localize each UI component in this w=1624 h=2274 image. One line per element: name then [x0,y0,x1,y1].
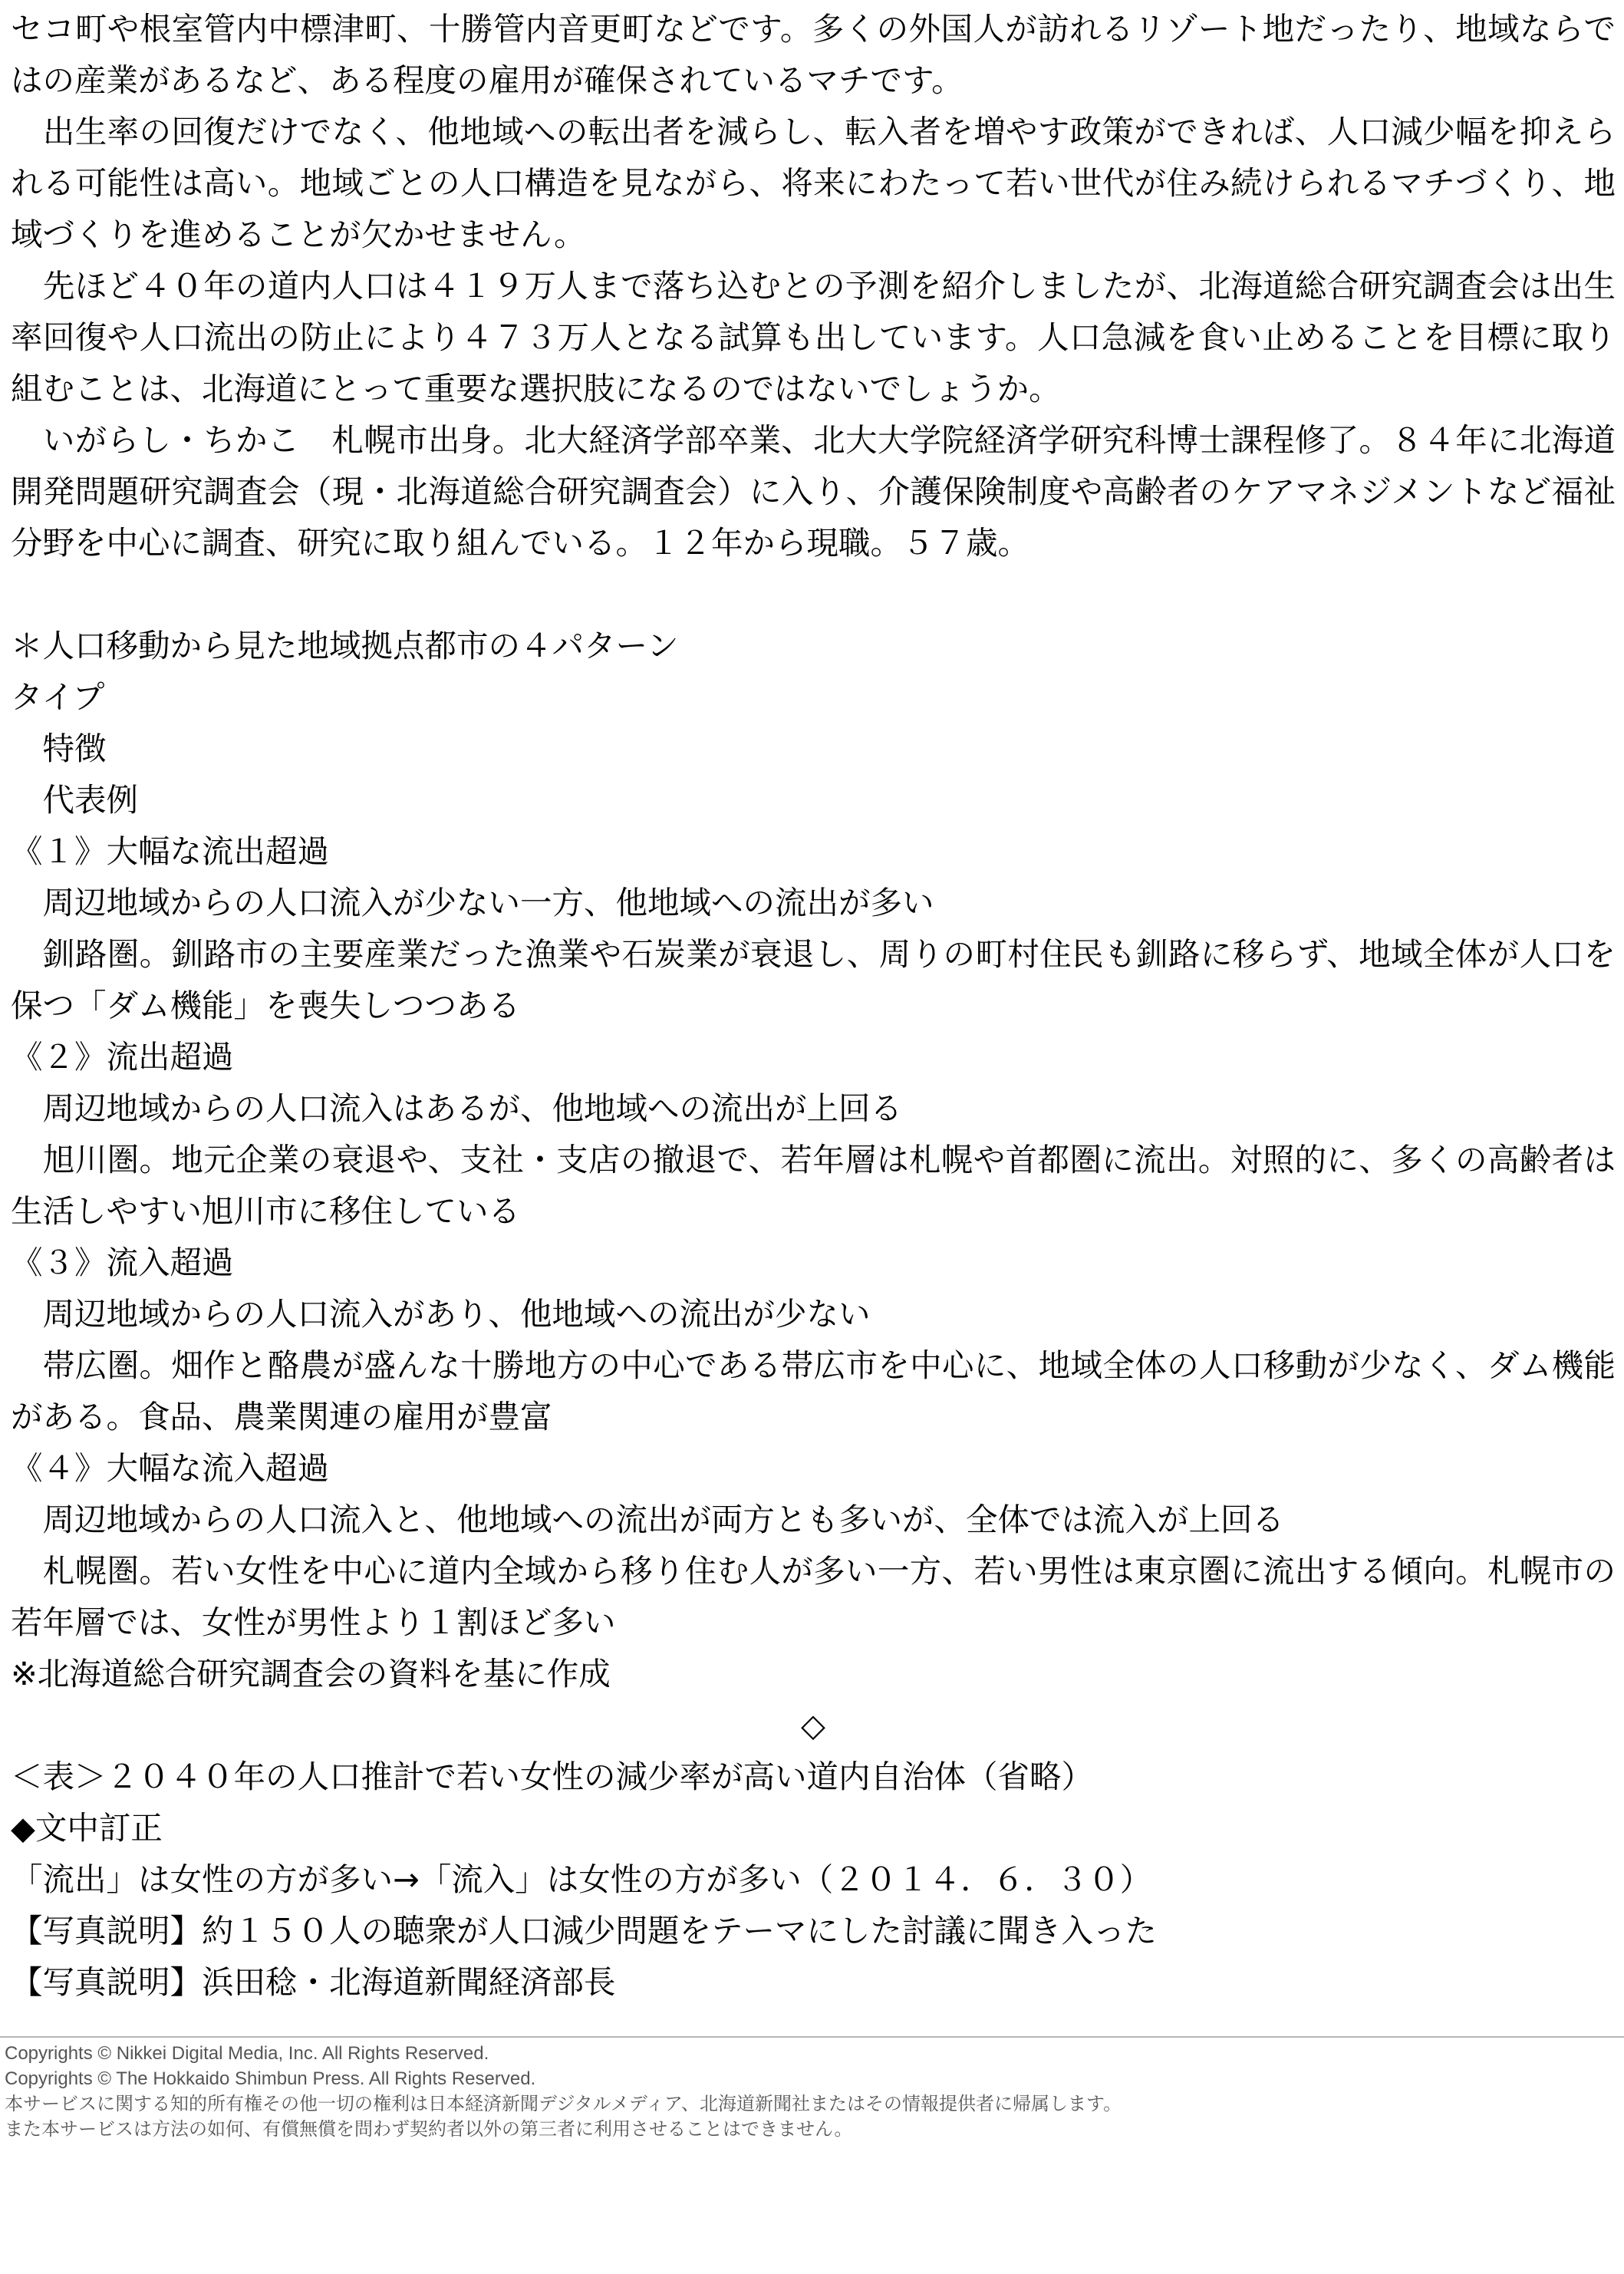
pattern-type: 《３》流入超過 [11,1244,234,1281]
copyright-line: Copyrights © The Hokkaido Shimbun Press. All Rights Reserved. [5,2068,536,2089]
footer-divider [0,2036,1624,2038]
pattern-feature: 周辺地域からの人口流入が少ない一方、他地域への流出が多い [11,884,934,921]
note-photo-caption: 【写真説明】浜田稔・北海道新聞経済部長 [11,1963,616,2001]
table-source-note: ※北海道総合研究調査会の資料を基に作成 [11,1655,611,1692]
article-paragraph: セコ町や根室管内中標津町、十勝管内音更町などです。多くの外国人が訪れるリゾート地だったり、地域ならではの産業があるなど、ある程度の雇用が確保されているマチです。 [11,10,1616,99]
table-header-example: 代表例 [11,781,139,819]
blank-line [11,568,1616,620]
table-header-feature: 特徴 [11,730,107,767]
pattern-type: 《４》大幅な流入超過 [11,1449,330,1487]
pattern-feature: 周辺地域からの人口流入があり、他地域への流出が少ない [11,1295,871,1333]
section-separator: ◇ [801,1706,825,1744]
article-body [11,3,1616,2008]
pattern-feature: 周辺地域からの人口流入と、他地域への流出が両方とも多いが、全体では流入が上回る [11,1501,1285,1538]
table-title: ＊人口移動から見た地域拠点都市の４パターン [11,627,679,664]
pattern-example: 釧路圏。釧路市の主要産業だった漁業や石炭業が衰退し、周りの町村住民も釧路に移らず、地域全体が人口を保つ「ダム機能」を喪失しつつある [11,935,1616,1024]
pattern-feature: 周辺地域からの人口流入はあるが、他地域への流出が上回る [11,1089,903,1127]
copyright-footer [5,2041,1616,2142]
note-correction-text: 「流出」は女性の方が多い→「流入」は女性の方が多い（２０１４．６．３０） [11,1860,1152,1898]
author-profile: いがらし・ちかこ 札幌市出身。北大経済学部卒業、北大大学院経済学研究科博士課程修了。８４年に北海道開発問題研究調査会（現・北海道総合研究調査会）に入り、介護保険制度や高齢者のケアマネジメントなど福祉分野を中心に調査、研究に取り組んでいる。１２年から現職。５７歳。 [11,421,1616,562]
pattern-example: 札幌圏。若い女性を中心に道内全域から移り住む人が多い一方、若い男性は東京圏に流出する傾向。札幌市の若年層では、女性が男性より１割ほど多い [11,1552,1616,1641]
article-paragraph: 先ほど４０年の道内人口は４１９万人まで落ち込むとの予測を紹介しましたが、北海道総合研究調査会は出生率回復や人口流出の防止により４７３万人となる試算も出しています。人口急減を食い止めることを目標に取り組むことは、北海道にとって重要な選択肢になるのではないでしょうか。 [11,267,1616,407]
usage-notice-line: また本サービスは方法の如何、有償無償を問わず契約者以外の第三者に利用させることはできません。 [5,2119,853,2140]
pattern-type: 《２》流出超過 [11,1038,234,1076]
rights-notice-line: 本サービスに関する知的所有権その他一切の権利は日本経済新聞デジタルメディア、北海道新聞社またはその情報提供者に帰属します。 [5,2094,1122,2114]
pattern-example: 旭川圏。地元企業の衰退や、支社・支店の撤退で、若年層は札幌や首都圏に流出。対照的に、多くの高齢者は生活しやすい旭川市に移住している [11,1141,1616,1230]
note-table-omitted: ＜表＞２０４０年の人口推計で若い女性の減少率が高い道内自治体（省略） [11,1758,1094,1795]
copyright-line: Copyrights © Nikkei Digital Media, Inc. All Rights Reserved. [5,2043,489,2064]
note-correction-heading: ◆文中訂正 [11,1809,163,1847]
table-header-type: タイプ [11,678,105,716]
note-photo-caption: 【写真説明】約１５０人の聴衆が人口減少問題をテーマにした討議に聞き入った [11,1912,1158,1949]
pattern-type: 《１》大幅な流出超過 [11,832,330,870]
article-paragraph: 出生率の回復だけでなく、他地域への転出者を減らし、転入者を増やす政策ができれば、人口減少幅を抑えられる可能性は高い。地域ごとの人口構造を見ながら、将来にわたって若い世代が住み続けられるマチづくり、地域づくりを進めることが欠かせません。 [11,113,1616,253]
pattern-example: 帯広圏。畑作と酪農が盛んな十勝地方の中心である帯広市を中心に、地域全体の人口移動が少なく、ダム機能がある。食品、農業関連の雇用が豊富 [11,1346,1616,1435]
